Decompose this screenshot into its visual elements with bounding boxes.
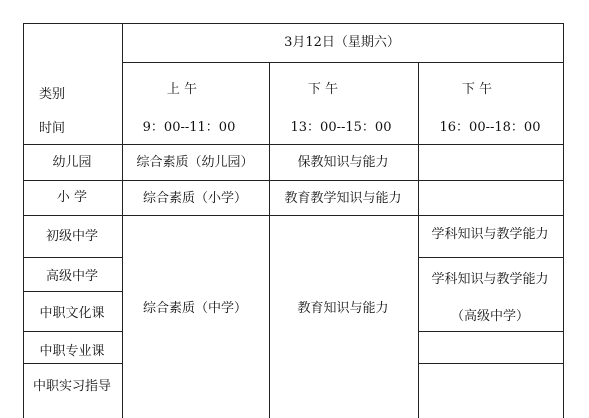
cell-kindergarten-session1: 综合素质（幼儿园） [136, 155, 254, 170]
category-primary: 小 学 [56, 190, 88, 205]
cell-middle-session2: 教育知识与能力 [297, 301, 389, 316]
cell-primary-session1: 综合素质（小学） [142, 191, 248, 206]
corner-label-time: 时间 [39, 121, 66, 136]
session-2-label: 下 午 [307, 82, 339, 97]
cell-junior-session3: 学科知识与教学能力 [431, 227, 549, 242]
category-vocational-professional: 中职专业课 [39, 344, 105, 359]
category-vocational-practice: 中职实习指导 [32, 379, 112, 394]
cell-middle-session1: 综合素质（中学） [142, 301, 248, 316]
category-junior-middle: 初级中学 [45, 229, 99, 244]
date-heading: 3月12日（星期六） [284, 35, 400, 50]
corner-label-category: 类别 [39, 87, 66, 102]
session-3-label: 下 午 [461, 82, 493, 97]
cell-senior-session3-line2: （高级中学） [450, 309, 530, 324]
session-1-label: 上 午 [166, 82, 198, 97]
cell-primary-session2: 教育教学知识与能力 [284, 191, 402, 206]
session-1-time: 9：00--11：00 [142, 120, 236, 135]
cell-kindergarten-session2: 保教知识与能力 [297, 155, 389, 170]
category-senior-middle: 高级中学 [45, 269, 99, 284]
cell-senior-session3-line1: 学科知识与教学能力 [431, 272, 549, 287]
session-2-time: 13：00--15：00 [290, 120, 392, 135]
session-3-time: 16：00--18：00 [439, 120, 541, 135]
category-vocational-culture: 中职文化课 [39, 306, 105, 321]
category-kindergarten: 幼儿园 [52, 155, 92, 170]
